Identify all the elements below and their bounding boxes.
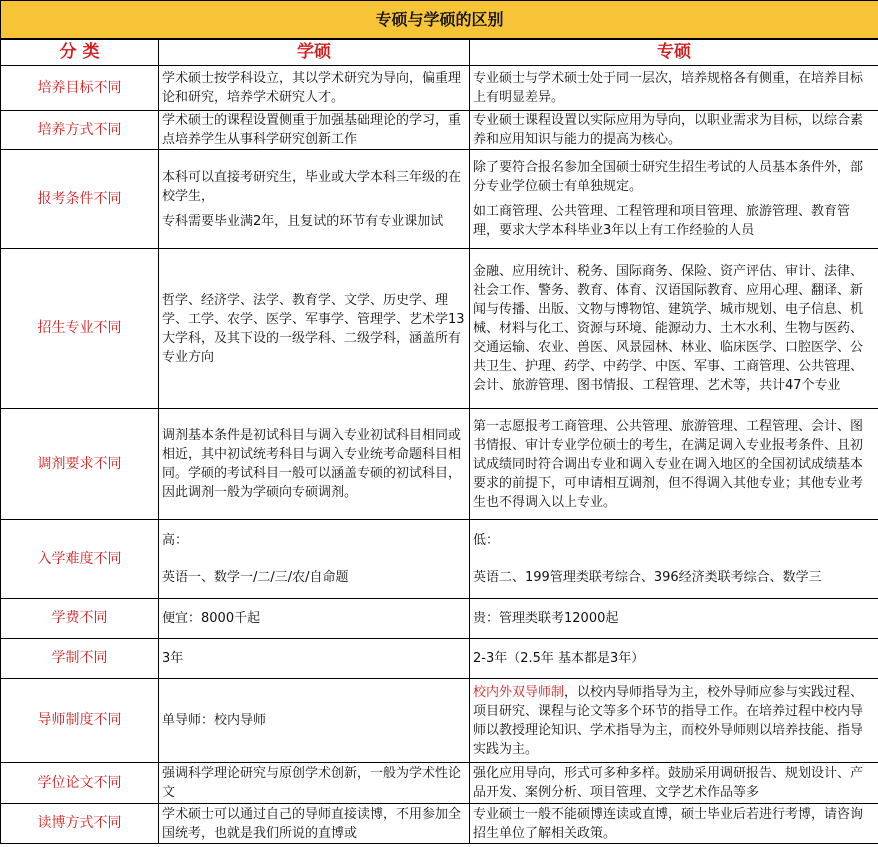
table-row — [1, 409, 878, 520]
academic-cell: 学术硕士可以通过自己的导师直接读博，不用参加全国统考，也就是我们所说的直博或 — [159, 804, 470, 844]
professional-cell — [470, 679, 878, 763]
academic-cell: 学术硕士的课程设置侧重于加强基础理论的学习，重点培养学生从事科学研究创新工作 — [159, 111, 470, 150]
table-row — [1, 679, 878, 763]
academic-text-2: 英语一、数学一/二/三/农/自命题 — [162, 570, 349, 585]
row-category: 读博方式不同 — [1, 804, 159, 844]
table-row — [1, 520, 878, 599]
academic-text-1: 本科可以直接考研究生，毕业或大学本科三年级的在校学生， — [162, 169, 462, 204]
professional-text-2: 英语二、199管理类联考综合、396经济类联考综合、数学三 — [473, 570, 822, 585]
table-row — [1, 804, 878, 844]
row-category: 报考条件不同 — [1, 150, 159, 249]
professional-cell: 专业硕士与学术硕士处于同一层次，培养规格各有侧重，在培养目标上有明显差异。 — [470, 66, 878, 111]
header-category: 分 类 — [1, 39, 159, 66]
header-professional: 专硕 — [470, 39, 878, 66]
header-academic: 学硕 — [159, 39, 470, 66]
row-category: 学制不同 — [1, 639, 159, 679]
academic-cell — [159, 150, 470, 249]
table-row — [1, 249, 878, 409]
academic-text-1: 高： — [162, 533, 189, 548]
row-category: 培养目标不同 — [1, 66, 159, 111]
professional-cell: 第一志愿报考工商管理、公共管理、旅游管理、工程管理、会计、图书情报、审计专业学位硕士的考生，在满足调入专业报考条件、且初试成绩同时符合调出专业和调入专业在调入地区的全国初试成绩基本要求的前提下，可申请相互调剂，但不得调入其他专业；其他专业考生也不得调入以上专业。 — [470, 409, 878, 520]
professional-cell: 贵：管理类联考12000起 — [470, 599, 878, 639]
row-category: 培养方式不同 — [1, 111, 159, 150]
row-category: 导师制度不同 — [1, 679, 159, 763]
row-category: 调剂要求不同 — [1, 409, 159, 520]
professional-text-2: 如工商管理、公共管理、工程管理和项目管理、旅游管理、教育管理，要求大学本科毕业3年以上有工作经验的人员 — [473, 204, 851, 238]
professional-text-1: 低： — [473, 533, 500, 548]
table-row — [1, 66, 878, 111]
professional-text: ，以校内导师指导为主，校外导师应参与实践过程、项目研究、课程与论文等多个环节的指导工作。在培养过程中校内导师以教授理论知识、学术指导为主，而校外导师则以培养技能、指导实践为主。 — [473, 684, 864, 757]
professional-cell: 强化应用导向，形式可多种多样。鼓励采用调研报告、规划设计、产品开发、案例分析、项目管理、文学艺术作品等多 — [470, 763, 878, 804]
academic-cell: 单导师：校内导师 — [159, 679, 470, 763]
academic-text-2: 专科需要毕业满2年，且复试的环节有专业课加试 — [162, 213, 444, 229]
dual-tutor-highlight: 校内外双导师制 — [473, 684, 565, 700]
table-row — [1, 150, 878, 249]
table-row — [1, 763, 878, 804]
professional-cell — [470, 150, 878, 249]
table-title: 专硕与学硕的区别 — [1, 1, 878, 40]
table-row — [1, 111, 878, 150]
academic-cell: 强调科学理论研究与原创学术创新，一般为学术性论文 — [159, 763, 470, 804]
academic-cell: 3年 — [159, 639, 470, 679]
academic-cell: 学术硕士按学科设立，其以学术研究为导向，偏重理论和研究，培养学术研究人才。 — [159, 66, 470, 111]
row-category: 招生专业不同 — [1, 249, 159, 409]
professional-cell: 专业硕士课程设置以实际应用为导向，以职业需求为目标，以综合素养和应用知识与能力的提高为核心。 — [470, 111, 878, 150]
academic-cell — [159, 520, 470, 599]
academic-cell: 便宜：8000千起 — [159, 599, 470, 639]
row-category: 学位论文不同 — [1, 763, 159, 804]
academic-cell: 哲学、经济学、法学、教育学、文学、历史学、理学、工学、农学、医学、军事学、管理学、艺术学13大学科，及其下设的一级学科、二级学科，涵盖所有专业方向 — [159, 249, 470, 409]
professional-cell — [470, 520, 878, 599]
professional-cell: 金融、应用统计、税务、国际商务、保险、资产评估、审计、法律、社会工作、警务、教育、体育、汉语国际教育、应用心理、翻译、新闻与传播、出版、文物与博物馆、建筑学、城市规划、电子信息、机械、材料与化工、资源与环境、能源动力、土木水利、生物与医药、交通运输、农业、兽医、风景园林、林业、临床医学、口腔医学、公共卫生、护理、药学、中药学、中医、军事、工商管理、公共管理、会计、旅游管理、图书情报、工程管理、艺术等，共计47个专业 — [470, 249, 878, 409]
professional-text-1: 除了要符合报名参加全国硕士研究生招生考试的人员基本条件外，部分专业学位硕士有单独规定。 — [473, 160, 864, 194]
professional-cell: 专业硕士一般不能硕博连读或直博，硕士毕业后若进行考博，请咨询招生单位了解相关政策。 — [470, 804, 878, 844]
professional-cell: 2-3年（2.5年 基本都是3年） — [470, 639, 878, 679]
table-row — [1, 599, 878, 639]
row-category: 学费不同 — [1, 599, 159, 639]
row-category: 入学难度不同 — [1, 520, 159, 599]
table-row — [1, 639, 878, 679]
academic-cell: 调剂基本条件是初试科目与调入专业初试科目相同或相近，其中初试统考科目与调入专业统考命题科目相同。学硕的考试科目一般可以涵盖专硕的初试科目，因此调剂一般为学硕向专硕调剂。 — [159, 409, 470, 520]
